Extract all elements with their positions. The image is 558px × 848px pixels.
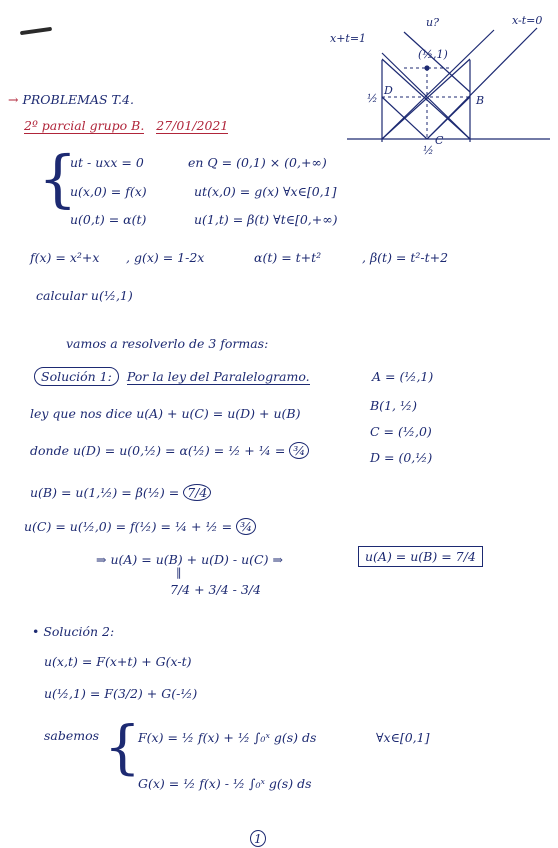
diagram-label-c: C	[435, 134, 444, 147]
point-a: A = (½,1)	[372, 369, 434, 384]
eq1-domain: en Q = (0,1) × (0,+∞)	[188, 155, 327, 170]
eq3: u(0,t) = α(t)	[70, 212, 147, 227]
diagram-label-question: u?	[426, 16, 439, 29]
sol1-title: Por la ley del Paralelogramo.	[126, 369, 310, 384]
sol1-header	[34, 369, 310, 384]
sol2-line1: u(x,t) = F(x+t) + G(x-t)	[44, 654, 192, 669]
calc-line: calcular u(½,1)	[36, 288, 133, 303]
def-g: , g(x) = 1-2x	[126, 250, 205, 265]
point-c: C = (½,0)	[370, 424, 432, 439]
sol1-label: Solución 1:	[34, 367, 119, 386]
exam-line	[24, 118, 228, 133]
header-arrow-title	[8, 92, 134, 107]
diagram-label-half-y: ½	[367, 92, 378, 105]
eq3-b: u(1,t) = β(t) ∀t∈[0,+∞)	[194, 212, 338, 227]
diagram-label-x-plus-t: x+t=1	[330, 32, 367, 45]
def-beta: , β(t) = t²-t+2	[362, 250, 449, 265]
equals-mark: ‖	[176, 566, 182, 579]
page-number: 1	[250, 830, 266, 847]
exam-label: 2º parcial grupo B.	[24, 118, 145, 133]
intro-line: vamos a resolverlo de 3 formas:	[66, 336, 269, 351]
sol2-line2: u(½,1) = F(3/2) + G(-½)	[44, 686, 198, 701]
eq2-b: ut(x,0) = g(x) ∀x∈[0,1]	[194, 184, 337, 199]
diagram-label-x-minus-t: x-t=0	[512, 14, 543, 27]
f-def: F(x) = ½ f(x) + ½ ∫₀ˣ g(s) ds	[138, 730, 317, 745]
ud-line	[30, 442, 309, 459]
ua-numeric: 7/4 + 3/4 - 3/4	[170, 582, 261, 597]
diagram-label-d: D	[384, 84, 393, 97]
exam-date: 27/01/2021	[156, 118, 229, 133]
def-alpha: α(t) = t+t²	[254, 250, 322, 265]
sabemos-label: sabemos	[44, 728, 100, 743]
ud-text: donde u(D) = u(0,½) = α(½) = ½ + ¼ =	[30, 443, 286, 458]
diagram-label-half-x: ½	[423, 144, 434, 157]
ua-line: ⇒ u(A) = u(B) + u(D) - u(C) ⇒	[96, 552, 283, 567]
ub-value: 7/4	[183, 484, 211, 501]
ub-line	[30, 484, 211, 501]
def-f: f(x) = x²+x	[30, 250, 100, 265]
ub-text: u(B) = u(1,½) = β(½) =	[30, 485, 180, 500]
diagram-label-point-a: (½,1)	[418, 48, 448, 61]
g-def: G(x) = ½ f(x) - ½ ∫₀ˣ g(s) ds	[138, 776, 312, 791]
f-domain: ∀x∈[0,1]	[376, 730, 430, 745]
diagram-label-b: B	[476, 94, 485, 107]
sol2-brace: {	[104, 713, 141, 781]
uc-line	[24, 518, 256, 535]
page-title: PROBLEMAS T.4.	[22, 92, 134, 107]
ua-result-box: u(A) = u(B) = 7/4	[358, 546, 483, 567]
point-b: B(1, ½)	[370, 398, 417, 413]
uc-text: u(C) = u(½,0) = f(½) = ¼ + ½ =	[24, 519, 233, 534]
pen-dash-mark	[20, 27, 52, 35]
ud-value: ¾	[289, 442, 309, 459]
uc-value: ¾	[236, 518, 256, 535]
sol2-label: • Solución 2:	[32, 624, 115, 639]
eq1: ut - uxx = 0	[70, 155, 144, 170]
arrow-icon: →	[8, 92, 19, 107]
eq2: u(x,0) = f(x)	[70, 184, 147, 199]
law-line: ley que nos dice u(A) + u(C) = u(D) + u(B)	[30, 406, 301, 421]
system-brace: {	[38, 142, 78, 215]
point-d: D = (0,½)	[370, 450, 433, 465]
